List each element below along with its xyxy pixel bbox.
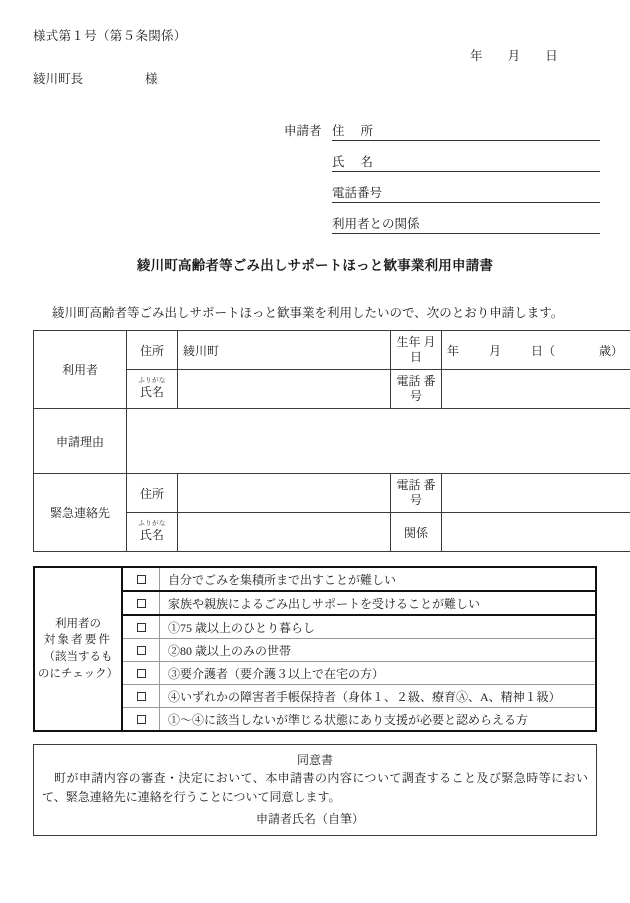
table-row: [34, 409, 630, 474]
page-title: 綾川町高齢者等ごみ出しサポートほっと歓事業利用申請書: [136, 258, 494, 273]
intro-text: 綾川町高齢者等ごみ出しサポートほっと歓事業を利用したいので、次のとおり申請します。: [52, 306, 564, 320]
applicant-address-field[interactable]: [332, 125, 600, 142]
cell-value-user-name[interactable]: [178, 370, 391, 409]
form-number: 様式第１号（第５条関係）: [33, 29, 187, 43]
applicant-name-label-a: 氏: [332, 154, 345, 169]
date-year-label: 年: [470, 49, 483, 63]
birthdate-year-label: 年: [447, 343, 460, 358]
row-label-emergency: 緊急連絡先: [34, 474, 127, 552]
addressee-honorific: 様: [145, 72, 158, 86]
date-line: [470, 46, 558, 64]
cell-value-user-birthdate[interactable]: [442, 331, 630, 370]
cell-value-emergency-name[interactable]: [178, 513, 391, 552]
applicant-name-label-b: 名: [360, 154, 374, 169]
name-label: 氏名: [139, 385, 164, 400]
phone-label-line2: 番号: [409, 374, 436, 403]
age-suffix-label: 歳）: [599, 343, 624, 358]
applicant-relation-label: 利用者との関係: [332, 216, 420, 231]
row-label-reason: 申請理由: [34, 409, 127, 474]
requirement-text-1: 自分でごみを集積所まで出すことが難しい: [160, 567, 597, 591]
checkbox-cell-6[interactable]: [122, 685, 160, 708]
applicant-name-row: [284, 141, 600, 172]
phone-label-line2: 番号: [409, 478, 436, 507]
requirements-label: [34, 567, 122, 731]
applicant-relation-row: [284, 203, 600, 234]
cell-value-user-address[interactable]: 綾川町: [178, 331, 391, 370]
cell-value-emergency-address[interactable]: [178, 474, 391, 513]
phone-label-line1: 電話: [396, 374, 421, 389]
table-row: [34, 474, 630, 513]
applicant-details-table: [33, 330, 630, 552]
requirement-text-2: 家族や親族によるごみ出しサポートを受けることが難しい: [160, 591, 597, 615]
checkbox-cell-3[interactable]: [122, 615, 160, 639]
applicant-address-label-a: 住: [332, 123, 345, 138]
cell-label-emergency-relation: 関係: [391, 513, 442, 552]
checkbox-icon[interactable]: [137, 692, 146, 701]
cell-label-user-address: 住所: [127, 331, 178, 370]
consent-signature-label: 申請者氏名（自筆）: [255, 811, 364, 826]
consent-box: [33, 744, 597, 836]
cell-label-user-birthdate: [391, 331, 442, 370]
cell-label-emergency-name: [127, 513, 178, 552]
requirements-label-line-1: 利用者の: [55, 617, 101, 630]
cell-value-emergency-relation[interactable]: [442, 513, 630, 552]
birthdate-month-label: 月: [489, 343, 502, 358]
birthdate-label-line2: 月日: [409, 335, 436, 364]
cell-label-user-phone: [391, 370, 442, 409]
row-label-user: 利用者: [34, 331, 127, 409]
requirement-text-7: ①～④に該当しないが準じる状態にあり支援が必要と認めらえる方: [160, 708, 597, 732]
checkbox-icon[interactable]: [137, 623, 146, 632]
addressee-name: 綾川町長: [33, 72, 84, 86]
checkbox-icon[interactable]: [137, 646, 146, 655]
applicant-phone-field[interactable]: [332, 187, 600, 204]
birthdate-label-line1: 生年: [396, 335, 421, 350]
checkbox-icon[interactable]: [137, 599, 146, 608]
applicant-address-row: [284, 110, 600, 141]
checkbox-cell-7[interactable]: [122, 708, 160, 732]
consent-body: 町が申請内容の審査・決定において、本申請書の内容について調査すること及び緊急時等において、緊急連絡先に連絡を行うことについて同意します。: [42, 771, 588, 805]
applicant-phone-label: 電話番号: [332, 185, 383, 200]
cell-label-user-name: [127, 370, 178, 409]
date-day-label: 日: [545, 49, 558, 63]
checkbox-cell-4[interactable]: [122, 639, 160, 662]
applicant-relation-field[interactable]: [332, 218, 600, 235]
birthdate-day-label: 日（: [531, 343, 556, 358]
applicant-name-field[interactable]: [332, 156, 600, 173]
requirement-text-5: ③要介護者（要介護３以上で在宅の方）: [160, 662, 597, 685]
checkbox-cell-1[interactable]: [122, 567, 160, 591]
cell-value-emergency-phone[interactable]: [442, 474, 630, 513]
name-label: 氏名: [139, 528, 164, 543]
applicant-phone-row: [284, 172, 600, 203]
requirements-label-line-3: （該当するも: [43, 651, 113, 663]
applicant-address-label-b: 所: [360, 123, 374, 138]
cell-label-emergency-address: 住所: [127, 474, 178, 513]
table-row: [34, 331, 630, 370]
requirements-label-line-2: 対象者要件: [43, 634, 113, 647]
cell-value-reason[interactable]: [127, 409, 630, 474]
cell-label-emergency-phone: [391, 474, 442, 513]
requirements-label-line-4: のにチェック）: [37, 667, 119, 680]
applicant-block: [284, 110, 600, 234]
date-month-label: 月: [507, 49, 521, 63]
table-row: [34, 567, 596, 591]
checkbox-icon[interactable]: [137, 575, 146, 584]
checkbox-icon[interactable]: [137, 715, 146, 724]
furigana-ruby: ふりがな: [138, 519, 166, 527]
phone-label-line1: 電話: [396, 478, 421, 493]
cell-value-user-phone[interactable]: [442, 370, 630, 409]
requirement-text-3: ①75 歳以上のひとり暮らし: [160, 615, 597, 639]
consent-title: 同意書: [296, 753, 333, 767]
checkbox-cell-5[interactable]: [122, 662, 160, 685]
checkbox-cell-2[interactable]: [122, 591, 160, 615]
applicant-group-label: 申請者: [284, 123, 322, 138]
requirement-text-6: ④いずれかの障害者手帳保持者（身体１、２級、療育Ⓐ、A、精神１級）: [160, 685, 597, 708]
furigana-ruby: ふりがな: [138, 376, 166, 384]
checkbox-icon[interactable]: [137, 669, 146, 678]
eligibility-requirements-table: [33, 566, 597, 732]
requirement-text-4: ②80 歳以上のみの世帯: [160, 639, 597, 662]
addressee-line: [33, 69, 158, 87]
